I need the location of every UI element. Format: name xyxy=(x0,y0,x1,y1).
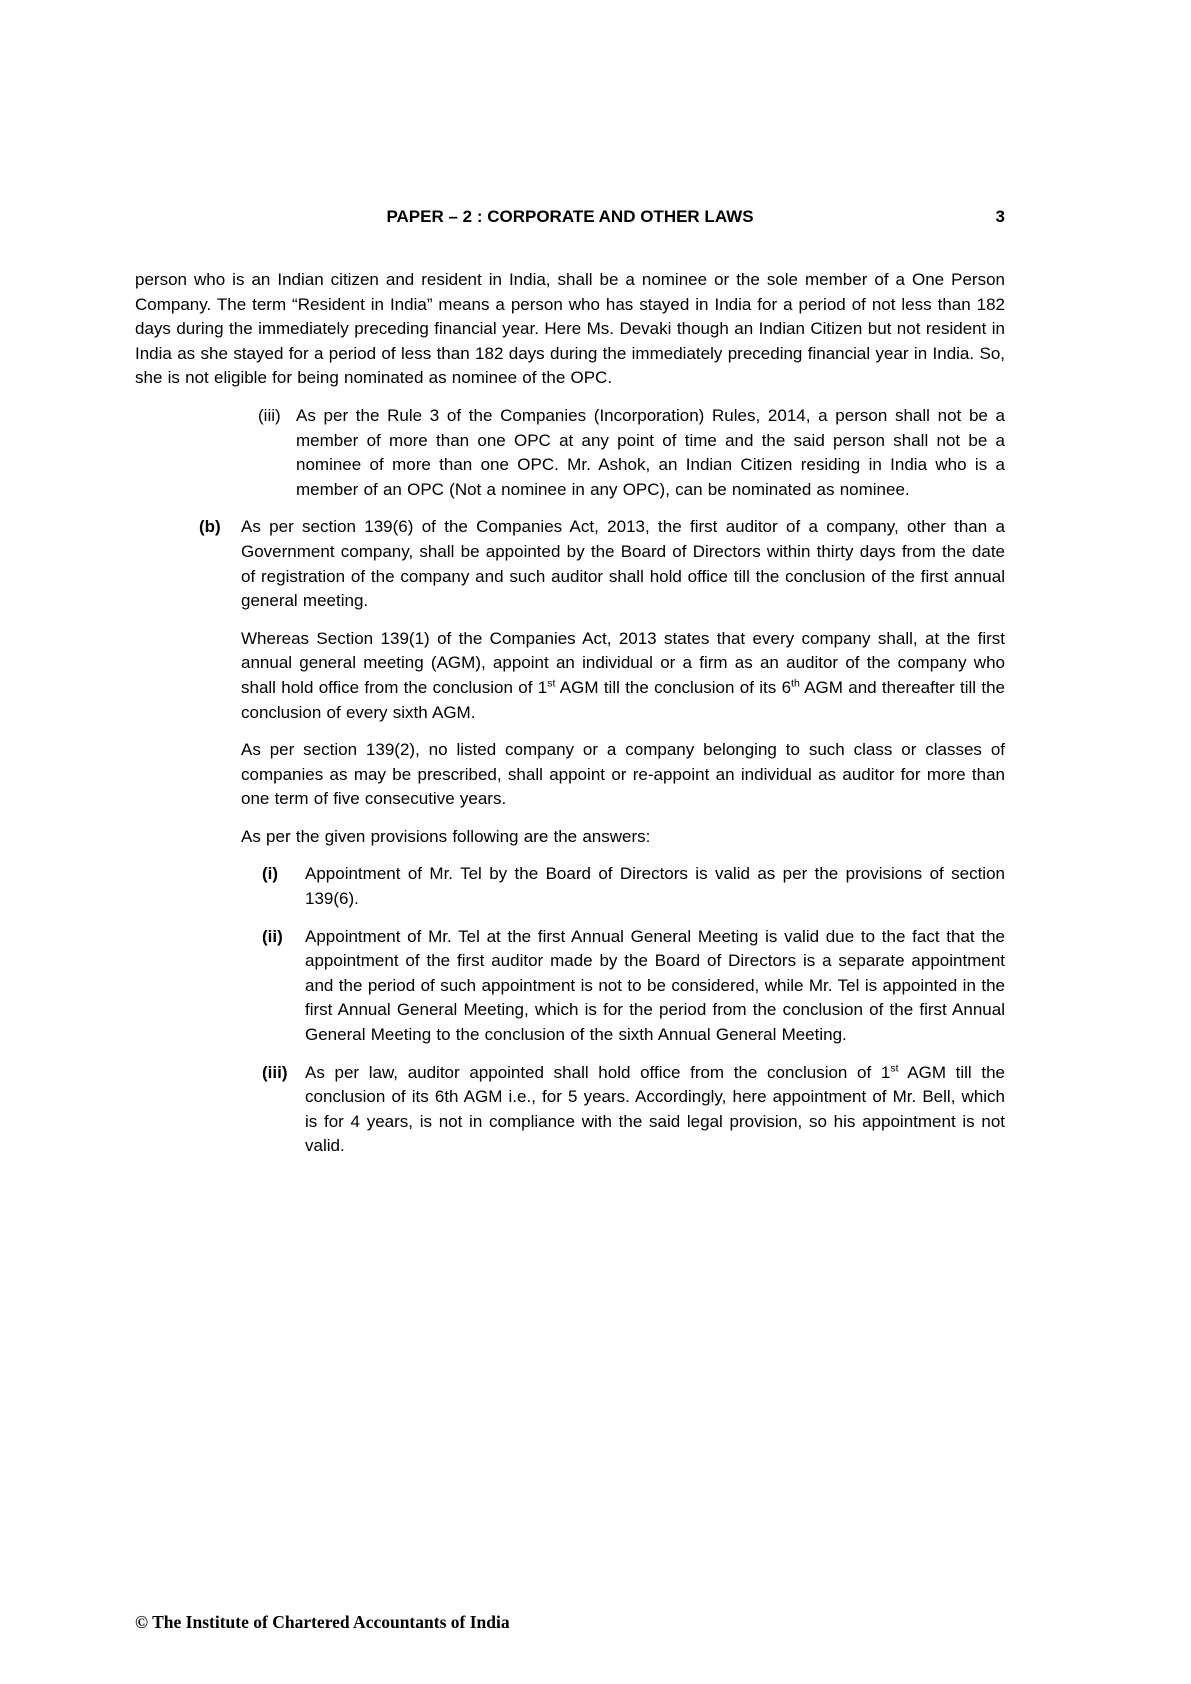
section-b xyxy=(135,515,1005,1159)
answer-item-ii-text: Appointment of Mr. Tel at the first Annual General Meeting is valid due to the fact that the appointment of the first auditor made by the Board of Directors is a separate appointment and the period of such appointment is not to be considered, while Mr. Tel is appointed in the first Annual General Meeting, which is for the period from the conclusion of the first Annual General Meeting to the conclusion of the sixth Annual General Meeting. xyxy=(305,926,1005,1045)
paragraph-2-segment-1: Whereas Section 139(1) of the Companies Act, 2013 states that every company shall, at the first annual general meeting (AGM), appoint an individual or a firm as an auditor of the company who shall hold office from the conclusion of 1 xyxy=(241,628,1005,697)
ordinal-superscript: st xyxy=(547,677,556,690)
answer-item-iii xyxy=(241,1061,1005,1159)
section-b-marker: (b) xyxy=(199,517,221,537)
answer-item-i xyxy=(241,862,1005,911)
answer-item-i-text: Appointment of Mr. Tel by the Board of Directors is valid as per the provisions of section 139(6). xyxy=(305,864,1005,909)
answer-item-ii xyxy=(241,925,1005,1048)
list-marker-iii: (iii) xyxy=(258,405,281,425)
list-item-a-iii xyxy=(135,404,1005,502)
answer-item-iii-text xyxy=(305,1061,1005,1159)
page-title: PAPER – 2 : CORPORATE AND OTHER LAWS xyxy=(386,207,754,226)
section-b-paragraph-2 xyxy=(241,627,1005,725)
list-marker-i: (i) xyxy=(262,864,279,884)
answer-iii-segment-2: AGM till the conclusion of its 6th AGM i.e., for 5 years. Accordingly, here appointment of Mr. Bell, which is for 4 years, is not in compliance with the said legal provision, so his appointment is not valid. xyxy=(305,1062,1006,1156)
paragraph-2-segment-3: AGM and thereafter till the conclusion of every sixth AGM. xyxy=(241,677,1006,722)
continuation-paragraph: person who is an Indian citizen and resident in India, shall be a nominee or the sole member of a One Person Company. The term “Resident in India” means a person who has stayed in India for a period of not less than 182 days during the immediately preceding financial year. Here Ms. Devaki though an Indian Citizen but not resident in India as she stayed for a period of less than 182 days during the immediately preceding financial year in India. So, she is not eligible for being nominated as nominee of the OPC. xyxy=(135,270,1005,388)
document-body xyxy=(135,268,1005,1159)
section-b-paragraph-1: As per section 139(6) of the Companies Act, 2013, the first auditor of a company, other than a Government company, shall be appointed by the Board of Directors within thirty days from the date of registration of the company and such auditor shall hold office till the conclusion of the first annual general meeting. xyxy=(241,517,1005,611)
footer-copyright: © The Institute of Chartered Accountants of India xyxy=(135,1612,510,1632)
list-marker-ii: (ii) xyxy=(262,926,283,946)
ordinal-superscript: th xyxy=(791,677,800,690)
answer-iii-segment-1: As per law, auditor appointed shall hold office from the conclusion of 1 xyxy=(305,1062,891,1082)
list-marker-iii: (iii) xyxy=(262,1062,288,1082)
section-b-body xyxy=(241,515,1005,1159)
section-b-paragraph-4: As per the given provisions following are the answers: xyxy=(241,826,651,846)
list-item-a-iii-text: As per the Rule 3 of the Companies (Incorporation) Rules, 2014, a person shall not be a member of more than one OPC at any point of time and the said person shall not be a nominee of more than one OPC. Mr. Ashok, an Indian Citizen residing in India who is a member of an OPC (Not a nominee in any OPC), can be nominated as nominee. xyxy=(296,405,1005,499)
ordinal-superscript: st xyxy=(890,1061,899,1074)
page-header xyxy=(135,205,1005,229)
section-b-paragraph-3: As per section 139(2), no listed company or a company belonging to such class or classes of companies as may be prescribed, shall appoint or re-appoint an individual as auditor for more than one term of five consecutive years. xyxy=(241,740,1005,809)
content-area xyxy=(135,205,1005,1159)
paragraph-2-segment-2: AGM till the conclusion of its 6 xyxy=(555,677,792,697)
page-number: 3 xyxy=(995,207,1005,226)
